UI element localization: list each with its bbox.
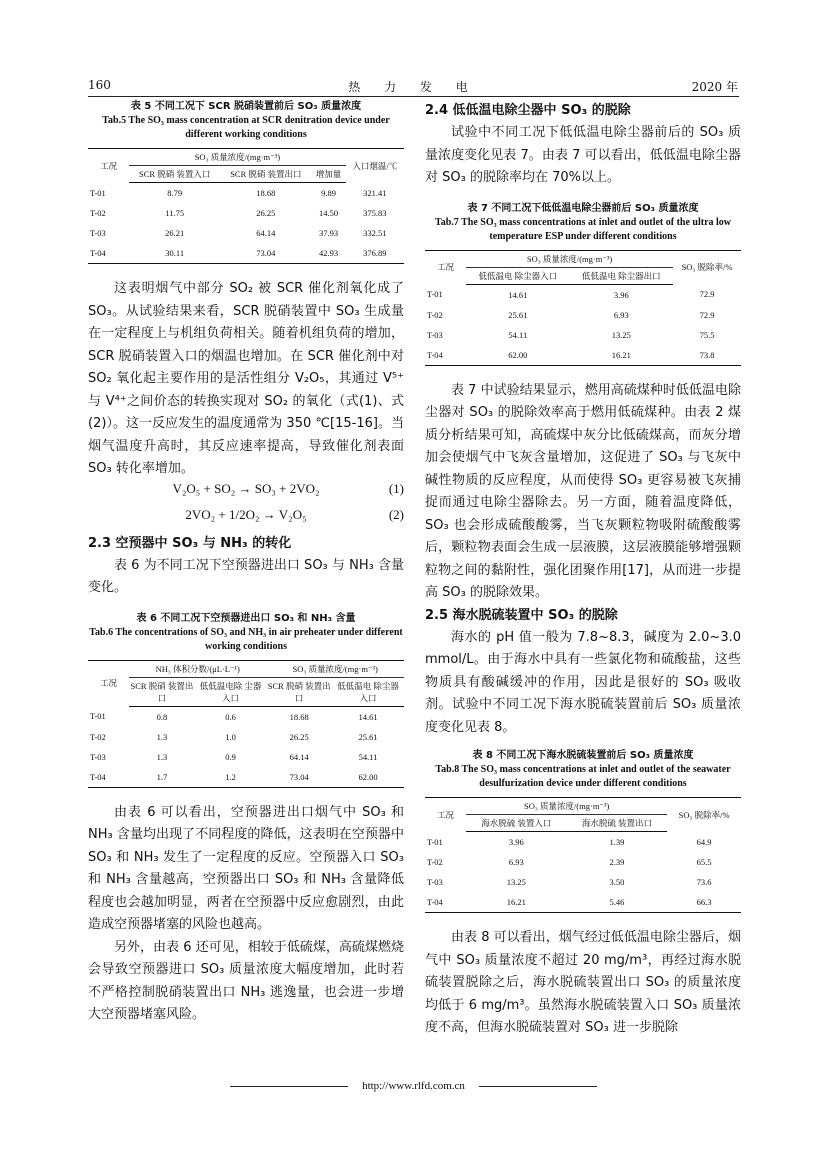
equation-2-number: (2) [388,506,404,522]
table8-header-outlet: 海水脱硫 装置出口 [567,815,668,832]
left-column [88,100,404,1027]
table-cell-case: T-01 [90,187,106,198]
table-cell: 8.79 [167,188,183,198]
table-cell: 1.3 [156,751,168,762]
footer-url: http://www.rlfd.com.cn [362,1080,465,1092]
table5-header-group: SO₃ 质量浓度/(mg·m⁻³) [129,149,346,166]
table-cell-case: T-01 [427,289,443,300]
table-row [425,852,741,872]
table-cell: 26.25 [256,208,276,218]
equation-1-number: (1) [388,480,404,496]
table6-header-so3: SO₃ 质量浓度/(mg·m⁻³) [266,660,404,677]
table8-header-rate: SO₃ 脱除率/% [667,798,741,832]
table-cell: 11.75 [165,208,185,218]
table-cell-case: T-03 [427,877,443,887]
table7-caption-zh: 表 7 不同工况下低低温电除尘器前后 SO₃ 质量浓度 [467,202,699,214]
table-cell-case: T-01 [90,711,106,722]
table-row [88,243,404,264]
table-cell: 73.8 [673,345,741,366]
table-cell: 16.21 [466,892,567,913]
table-row [88,727,404,747]
table-cell: 13.25 [506,877,526,887]
year: 2020 年 [691,80,738,94]
table-cell: 321.41 [363,187,387,198]
table-cell: 64.14 [289,751,309,762]
equation-1-formula: V₂O₅ + SO₂ → SO₃ + 2VO₂ [172,480,320,496]
table-cell: 0.8 [156,711,168,722]
section-heading-2-5: 2.5 海水脱硫装置中 SO₃ 的脱除 [425,607,618,623]
table-cell: 26.21 [165,228,185,238]
table-cell-case: T-04 [425,345,466,366]
section-heading-2-3: 2.3 空预器中 SO₃ 与 NH₃ 的转化 [88,535,292,551]
table-cell: 5.46 [567,892,668,913]
table-cell: 9.89 [321,188,336,198]
footer-rule-left [230,1086,348,1087]
paragraph: 由表 6 可以看出，空预器进出口烟气中 SO₃ 和 NH₃ 含量均出现了不同程度的降低，这表明在空预器中 SO₃ 和 NH₃ 发生了一定程度的反应。空预器入口 SO₃ 和 NH₃ 含量越高，空预器出口 SO₃ 和 NH₃ 含量降低程度也会越加明显，两者在空预器中反应愈剧烈，由此造成空预器堵塞的风险也越高。 [88,804,404,932]
table-cell: 14.61 [358,711,378,722]
table-cell-case: T-03 [90,751,106,762]
table-cell: 26.25 [289,731,309,742]
table-cell: 54.11 [508,329,528,340]
table5-header-increase: 增加量 [311,166,345,183]
equation-2-formula: 2VO₂ + 1/2O₂ → V₂O₅ [185,506,307,522]
table-row [425,305,741,325]
table-cell: 2.39 [609,857,625,867]
table-cell: 376.89 [346,243,404,264]
table5-header-temp: 入口烟温/℃ [346,149,404,183]
table6-header-c4: 低低温电 除尘器入口 [332,677,404,706]
table-cell: 13.25 [611,329,631,340]
table7 [425,250,741,366]
table7-caption [425,202,741,244]
table5-header-case: 工况 [88,149,129,183]
table8-header-group: SO₃ 质量浓度/(mg·m⁻³) [466,798,667,815]
table-cell: 18.68 [256,188,276,198]
table-cell: 3.96 [613,289,629,300]
table-cell: 66.3 [667,892,741,913]
table-cell: 1.39 [609,837,625,847]
paragraph: 海水的 pH 值一般为 7.8~8.3，碱度为 2.0~3.0 mmol/L。由于海水中具有一些氯化物和硫酸盐，这些物质具有酸碱缓冲的作用，因此是很好的 SO₃ 吸收剂。试验中不同工况下海水脱硫装置前后 SO₃ 质量浓度变化见表 8。 [425,629,741,735]
table-cell-case: T-03 [427,329,443,340]
table-row [88,183,404,204]
table-cell: 16.21 [570,345,674,366]
table-row [425,892,741,913]
table8-caption-en: Tab.8 The SO₃ mass concentrations at inlet and outlet of the seawater desulfurization device under different conditions [435,764,731,789]
page-footer [0,1080,827,1092]
table6-header-c3: SCR 脱硝 装置出口 [266,677,332,706]
footer-rule-right [479,1086,597,1087]
table-cell: 25.61 [508,309,528,320]
table-row [88,747,404,767]
paragraph: 试验中不同工况下低低温电除尘器前后的 SO₃ 质量浓度变化见表 7。由表 7 可以看出，低低温电除尘器对 SO₃ 的脱除率均在 70%以上。 [425,125,741,185]
table-cell-case: T-04 [425,892,466,913]
table6-header-nh3: NH₃ 体积分数/(μL·L⁻¹) [129,660,266,677]
table-row [425,832,741,853]
running-header [88,78,738,96]
table-cell: 0.9 [225,751,236,762]
table-cell: 1.3 [156,731,168,742]
table-cell: 72.9 [699,309,715,320]
table-cell: 6.93 [613,309,629,320]
table-cell: 14.61 [508,289,528,300]
table-cell: 62.00 [466,345,570,366]
table-cell-case: T-02 [90,208,106,218]
table-cell: 1.0 [225,731,236,742]
table-cell: 6.93 [508,857,524,867]
table7-header-group: SO₃ 质量浓度/(mg·m⁻³) [466,250,673,267]
table-cell-case: T-01 [427,836,443,847]
table-cell: 75.5 [699,329,715,340]
table-cell: 3.50 [609,877,625,887]
table7-header-inlet: 低低温电 除尘器入口 [466,267,570,284]
table8 [425,797,741,913]
page-number: 160 [88,78,111,92]
table-cell-case: T-02 [427,309,443,320]
table-row [88,706,404,727]
table5-header-outlet: SCR 脱硝 装置出口 [220,166,311,183]
table-row [425,872,741,892]
table-cell: 72.9 [699,289,715,300]
table5-caption-en: Tab.5 The SO₃ mass concentration at SCR denitration device under different working conditions [102,115,390,140]
table-cell-case: T-04 [88,767,129,788]
table-cell: 25.61 [358,731,378,742]
table-cell: 14.50 [319,208,339,218]
table6-header-case: 工况 [88,660,129,706]
table5-caption [88,100,404,142]
table-row [425,345,741,366]
table-cell-case: T-02 [427,857,443,867]
header-rule [88,96,739,97]
paragraph: 这表明烟气中部分 SO₂ 被 SCR 催化剂氧化成了 SO₃。从试验结果来看，SCR 脱硝装置中 SO₃ 生成量在一定程度上与机组负荷相关。随着机组负荷的增加，SCR 脱硝装置入口的烟温也增加。在 SCR 催化剂中对 SO₂ 氧化起主要作用的是活性组分 V₂O₅，其通过 V⁵⁺与 V⁴⁺之间价态的转换实现对 SO₂ 的氧化（式(1)、式(2)）。这一反应发生的温度通常为 350 ℃[15-16]。当烟气温度升高时，其反应速率提高，导致催化剂表面 SO₃ 转化率增加。 [88,281,404,476]
table-cell: 0.6 [225,711,236,722]
table5 [88,148,404,264]
table-row [88,223,404,243]
table-cell: 73.6 [696,877,712,887]
table-cell: 73.04 [266,767,332,788]
equation-2 [88,507,404,533]
table-cell: 375.83 [363,208,387,218]
paragraph: 表 7 中试验结果显示，燃用高硫煤种时低低温电除尘器对 SO₃ 的脱除效率高于燃用低硫煤种。由表 2 煤质分析结果可知，高硫煤中灰分比低硫煤高，而灰分增加会使烟气中飞灰含量增加，这促进了 SO₃ 与飞灰中碱性物质的反应程度，从而使得 SO₃ 更容易被飞灰捕捉而通过电除尘器除去。另一方面，随着温度降低，SO₃ 也会形成硫酸酸雾，当飞灰颗粒物吸附硫酸酸雾后，颗粒物表面会生成一层液膜，这层液膜能够增强颗粒物之间的黏附性，强化团聚作用[17]，从而进一步提高 SO₃ 的脱除效果。 [425,382,741,600]
table7-header-case: 工况 [425,250,466,284]
table-cell: 42.93 [311,243,345,264]
table-cell: 3.96 [508,837,524,847]
table7-header-outlet: 低低温电 除尘器出口 [570,267,674,284]
table-cell: 1.7 [129,767,195,788]
table6 [88,660,404,788]
table8-caption-zh: 表 8 不同工况下海水脱硫装置前后 SO₃ 质量浓度 [472,750,694,761]
table6-caption-zh: 表 6 不同工况下空预器进出口 SO₃ 和 NH₃ 含量 [136,612,356,624]
table-cell: 1.2 [195,767,267,788]
table-cell: 18.68 [289,711,309,722]
table5-header-inlet: SCR 脱硝 装置入口 [129,166,220,183]
equation-1 [88,481,404,507]
paragraph: 表 6 为不同工况下空预器进出口 SO₃ 与 NH₃ 含量变化。 [88,557,404,595]
paragraph: 由表 8 可以看出，烟气经过低低温电除尘器后，烟气中 SO₃ 质量浓度不超过 20 mg/m³，再经过海水脱硫装置脱除之后，海水脱硫装置出口 SO₃ 的质量浓度均低于 6 mg/m³。虽然海水脱硫装置入口 SO₃ 质量浓度不高，但海水脱硫装置对 SO₃ 进一步脱除 [425,930,741,1035]
table-cell: 332.51 [363,228,387,238]
table-row [425,284,741,305]
section-heading-2-4: 2.4 低低温电除尘器中 SO₃ 的脱除 [425,103,631,118]
paragraph: 另外，由表 6 还可见，相较于低硫煤，高硫煤燃烧会导致空预器进口 SO₃ 质量浓度大幅度增加，此时若不严格控制脱硝装置出口 NH₃ 逃逸量，也会进一步增大空预器堵塞风险。 [88,939,404,1022]
journal-name: 热 力 发 电 [348,80,478,94]
right-column [425,100,741,1040]
table6-caption-en: Tab.6 The concentrations of SO₃ and NH₃ in air preheater under different working conditions [89,626,403,652]
table-cell: 65.5 [696,857,712,867]
table-row [88,203,404,223]
table-row [88,767,404,788]
table6-header-c2: 低低温电除 尘器入口 [195,677,267,706]
table-cell: 30.11 [129,243,220,264]
table8-header-inlet: 海水脱硫 装置入口 [466,815,567,832]
table-cell-case: T-02 [90,731,106,742]
table7-caption-en: Tab.7 The SO₃ mass concentrations at inlet and outlet of the ultra low temperature ESP under different conditions [434,216,732,242]
table-cell: 37.93 [319,228,339,238]
table6-caption [88,612,404,654]
table8-header-case: 工况 [425,798,466,832]
table6-header-c1: SCR 脱硝 装置出口 [129,677,195,706]
table-cell-case: T-04 [88,243,129,264]
table-cell-case: T-03 [90,228,106,238]
table-cell: 62.00 [332,767,404,788]
table-cell: 64.9 [696,836,712,847]
table-cell: 54.11 [358,751,378,762]
table7-header-rate: SO₃ 脱除率/% [673,250,741,284]
table-cell: 64.14 [256,228,276,238]
table-cell: 73.04 [220,243,311,264]
table5-caption-zh: 表 5 不同工况下 SCR 脱硝装置前后 SO₃ 质量浓度 [130,101,362,112]
table8-caption [425,749,741,791]
table-row [425,325,741,345]
